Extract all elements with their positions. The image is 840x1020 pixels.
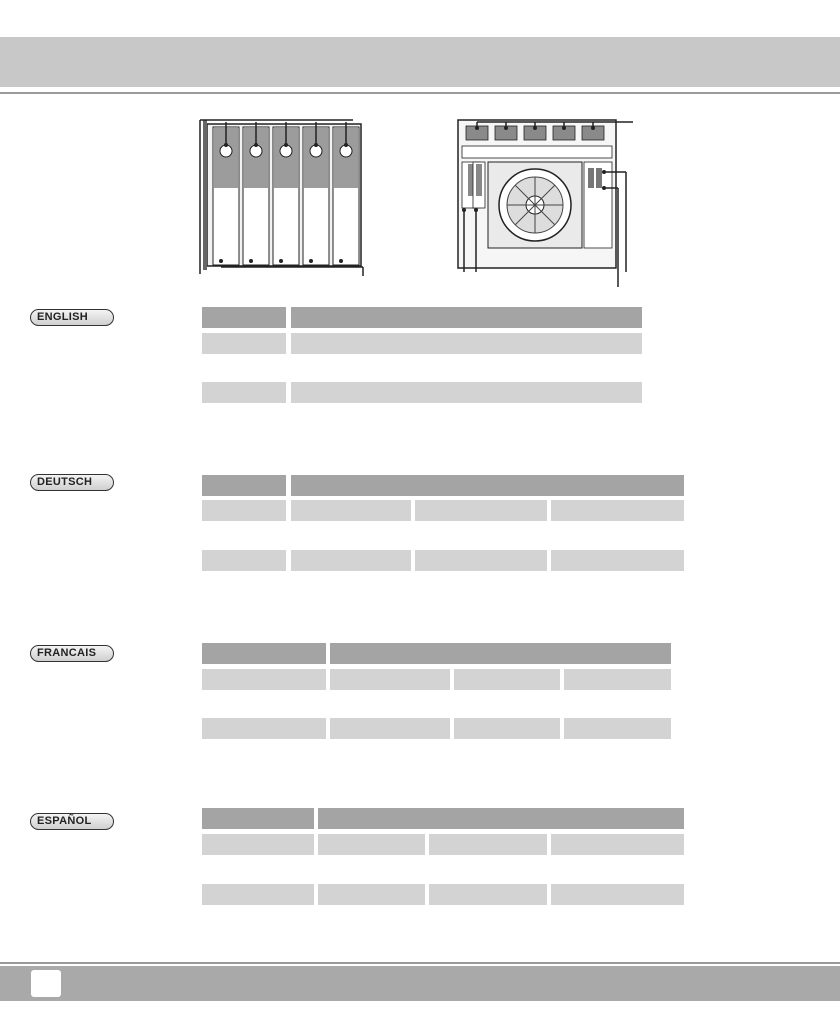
table-cell xyxy=(454,718,560,739)
table-cell xyxy=(291,500,411,521)
lang-label-espanol: ESPAÑOL xyxy=(30,813,114,830)
table-cell xyxy=(318,834,425,855)
table-cell xyxy=(551,834,684,855)
table-header-cell xyxy=(202,643,326,664)
table-cell xyxy=(564,669,671,690)
table-header-cell xyxy=(291,475,684,496)
table-cell xyxy=(291,382,642,403)
footer-divider xyxy=(0,962,840,964)
lang-label-deutsch: DEUTSCH xyxy=(30,474,114,491)
table-cell xyxy=(318,884,425,905)
table-header-cell xyxy=(202,475,286,496)
table-cell xyxy=(202,718,326,739)
table-header-cell xyxy=(291,307,642,328)
table-cell xyxy=(551,500,684,521)
table-cell xyxy=(291,550,411,571)
enclosure-rear-diagram xyxy=(448,112,638,287)
page-number xyxy=(31,970,61,997)
lang-label-english: ENGLISH xyxy=(30,309,114,326)
table-cell xyxy=(454,669,560,690)
table-cell xyxy=(415,550,547,571)
table-cell xyxy=(202,382,286,403)
table-cell xyxy=(429,884,547,905)
table-cell xyxy=(291,333,642,354)
table-cell xyxy=(330,718,450,739)
footer-band xyxy=(0,966,840,1001)
header-band xyxy=(0,37,840,87)
table-header-cell xyxy=(318,808,684,829)
table-cell xyxy=(429,834,547,855)
lang-label-francais: FRANCAIS xyxy=(30,645,114,662)
table-header-cell xyxy=(202,307,286,328)
table-header-cell xyxy=(202,808,314,829)
table-cell xyxy=(202,550,286,571)
header-divider xyxy=(0,92,840,94)
table-cell xyxy=(415,500,547,521)
table-cell xyxy=(202,834,314,855)
table-cell xyxy=(551,884,684,905)
table-cell xyxy=(330,669,450,690)
enclosure-front-diagram xyxy=(195,112,375,284)
table-header-cell xyxy=(330,643,671,664)
table-cell xyxy=(202,500,286,521)
table-cell xyxy=(202,669,326,690)
table-cell xyxy=(551,550,684,571)
table-cell xyxy=(202,884,314,905)
table-cell xyxy=(202,333,286,354)
table-cell xyxy=(564,718,671,739)
